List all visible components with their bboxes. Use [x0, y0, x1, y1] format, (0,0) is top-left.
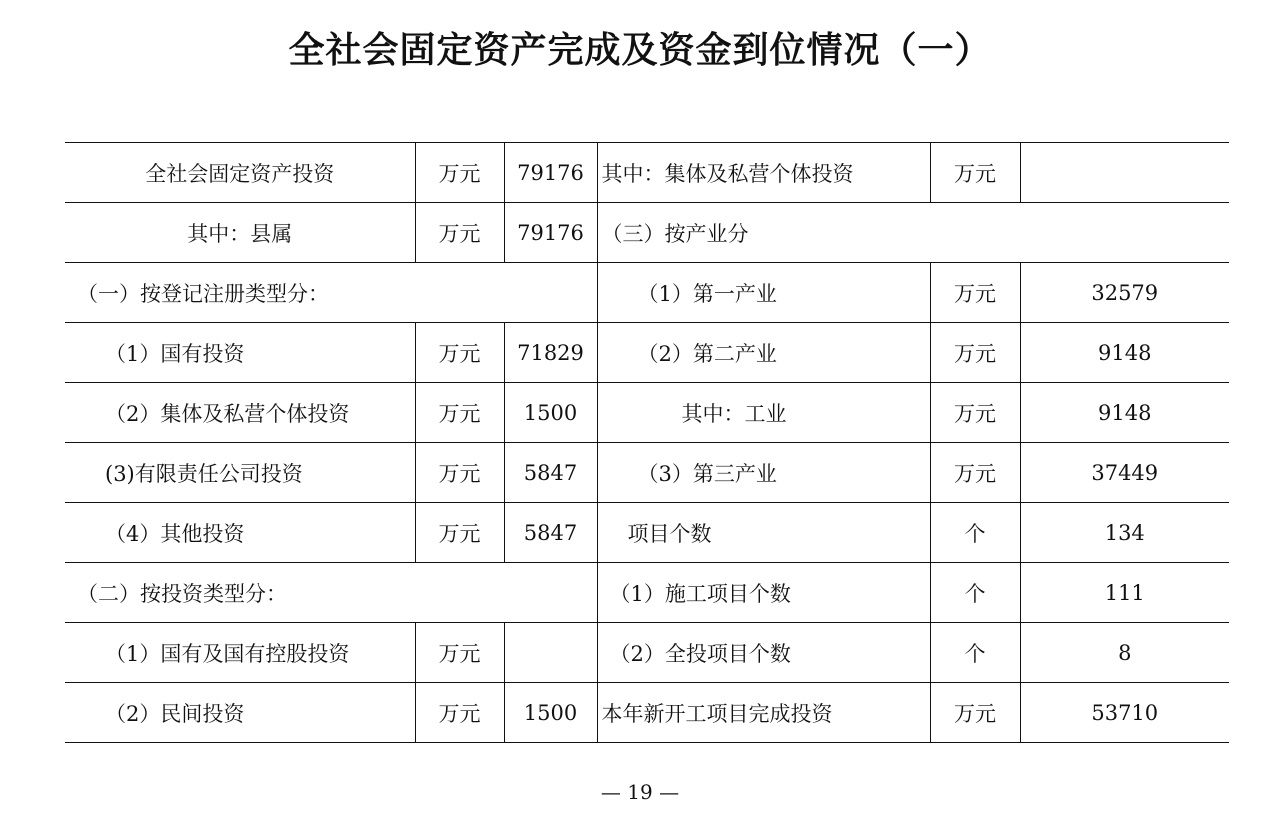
row-label: 其中：集体及私营个体投资 [597, 143, 930, 203]
table-row [65, 203, 1229, 263]
value-cell: 53710 [1020, 683, 1229, 743]
row-label: 其中：工业 [597, 383, 930, 443]
section-header: （一）按登记注册类型分： [65, 263, 597, 323]
row-label: （1）第一产业 [597, 263, 930, 323]
row-label: （4）其他投资 [65, 503, 415, 563]
table-row [65, 383, 1229, 443]
value-cell [1020, 143, 1229, 203]
table-row [65, 443, 1229, 503]
row-label: 本年新开工项目完成投资 [597, 683, 930, 743]
row-label: （2）民间投资 [65, 683, 415, 743]
table-row [65, 143, 1229, 203]
value-cell: 1500 [504, 383, 597, 443]
unit-cell: 万元 [415, 503, 504, 563]
row-label: （1）国有投资 [65, 323, 415, 383]
value-cell: 111 [1020, 563, 1229, 623]
value-cell: 134 [1020, 503, 1229, 563]
row-label: （2）集体及私营个体投资 [65, 383, 415, 443]
page-number: — 19 — [600, 780, 680, 804]
value-cell: 9148 [1020, 323, 1229, 383]
row-label: 全社会固定资产投资 [65, 143, 415, 203]
page-title: 全社会固定资产完成及资金到位情况（一） [288, 30, 992, 71]
unit-cell: 个 [930, 563, 1020, 623]
unit-cell: 万元 [930, 383, 1020, 443]
section-header: （二）按投资类型分： [65, 563, 597, 623]
unit-cell: 个 [930, 503, 1020, 563]
unit-cell: 万元 [415, 203, 504, 263]
value-cell: 1500 [504, 683, 597, 743]
unit-cell: 万元 [415, 683, 504, 743]
unit-cell: 万元 [930, 683, 1020, 743]
investment-table [65, 142, 1229, 743]
table-row [65, 623, 1229, 683]
unit-cell: 万元 [415, 443, 504, 503]
value-cell: 79176 [504, 203, 597, 263]
row-label: 项目个数 [597, 503, 930, 563]
value-cell: 8 [1020, 623, 1229, 683]
value-cell: 71829 [504, 323, 597, 383]
value-cell: 79176 [504, 143, 597, 203]
value-cell: 5847 [504, 443, 597, 503]
unit-cell: 万元 [930, 143, 1020, 203]
value-cell: 32579 [1020, 263, 1229, 323]
value-cell [504, 623, 597, 683]
unit-cell: 万元 [930, 263, 1020, 323]
unit-cell: 万元 [415, 623, 504, 683]
row-label: （2）全投项目个数 [597, 623, 930, 683]
row-label: （3）第三产业 [597, 443, 930, 503]
table-row [65, 263, 1229, 323]
row-label: （2）第二产业 [597, 323, 930, 383]
row-label: （1）施工项目个数 [597, 563, 930, 623]
value-cell: 37449 [1020, 443, 1229, 503]
table-row [65, 503, 1229, 563]
table-row [65, 563, 1229, 623]
row-label: （1）国有及国有控股投资 [65, 623, 415, 683]
unit-cell: 万元 [415, 143, 504, 203]
unit-cell: 个 [930, 623, 1020, 683]
unit-cell: 万元 [930, 443, 1020, 503]
value-cell: 9148 [1020, 383, 1229, 443]
table-row [65, 683, 1229, 743]
section-header: （三）按产业分 [597, 203, 1229, 263]
unit-cell: 万元 [415, 323, 504, 383]
unit-cell: 万元 [930, 323, 1020, 383]
unit-cell: 万元 [415, 383, 504, 443]
value-cell: 5847 [504, 503, 597, 563]
table-row [65, 323, 1229, 383]
row-label: (3)有限责任公司投资 [65, 443, 415, 503]
row-label: 其中：县属 [65, 203, 415, 263]
